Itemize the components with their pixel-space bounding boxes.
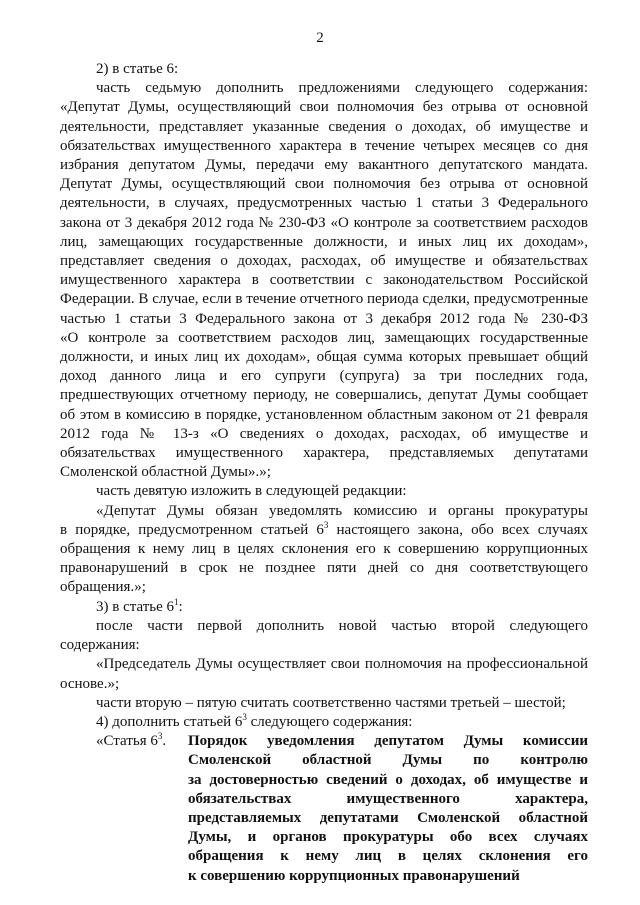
text-line: обязательствах имущественного характера, представляемых депутатами	[60, 445, 588, 462]
article-title-line: к совершению коррупционных правонарушений	[188, 867, 520, 884]
article-heading	[60, 732, 588, 886]
article-title-line: Думы, и органов прокуратуры обо всех случаях	[188, 829, 588, 846]
text-line: основе.»;	[60, 675, 120, 692]
text-line: Смоленской областной Думы».»;	[60, 464, 271, 481]
text-line: лиц, замещающих государственные должности, и иных лиц их доходам»,	[60, 233, 588, 250]
text-line: обращения.»;	[60, 579, 146, 596]
text-line: части вторую – пятую считать соответственно частями третьей – шестой;	[96, 694, 566, 711]
text-line: «Председатель Думы осуществляет свои полномочия на профессиональной	[96, 656, 588, 673]
text-line: закона от 3 декабря 2012 года № 230-ФЗ «О контроле за соответствием расходов	[60, 214, 588, 231]
text-line: частью 1 статьи 3 Федерального закона от 3 декабря 2012 года № 230-ФЗ	[60, 310, 588, 327]
text-line: содержания:	[60, 637, 140, 654]
text-line: деятельности, в случаях, предусмотренных частью 1 статьи 3 Федерального	[60, 195, 588, 212]
text-line: 3) в статье $6^1$:	[96, 596, 183, 615]
paragraph-block	[60, 60, 588, 732]
text-line: Депутат Думы, осуществляющий свои полномочия без отрыва от основной	[60, 176, 588, 193]
text-line: 2012 года № 13-з «О сведениях о доходах, расходах, об имуществе и	[60, 425, 588, 442]
text-line: предшествующих отчетному периоду, не совершались, депутат Думы сообщает	[60, 387, 588, 404]
text-line: об этом в комиссию в порядке, установленном областным законом от 21 февраля	[60, 406, 588, 423]
text-line: «Депутат Думы, осуществляющий свои полномочия без отрыва от основной	[60, 99, 588, 116]
text-line: в порядке, предусмотренном статьей $6^3$ настоящего закона, обо всех случаях	[60, 519, 588, 538]
text-line: часть седьмую дополнить предложениями следующего содержания:	[96, 80, 588, 97]
text-line: после части первой дополнить новой частью второй следующего	[96, 617, 588, 634]
article-title-line: Смоленской областной Думы по контролю	[188, 752, 588, 769]
text-line: правонарушений в срок не позднее пяти дней со дня соответствующего	[60, 560, 588, 577]
text-line: доход данного лица и его супруги (супруга) за три последних года,	[60, 368, 588, 385]
text-line: «О контроле за соответствием расходов лиц, замещающих государственные	[60, 329, 588, 346]
article-title	[188, 732, 588, 886]
text-line: имущественного характера в соответствии с законодательством Российской	[60, 272, 588, 289]
text-line: представляет сведения о доходах, расходах, об имуществе и обязательствах	[60, 253, 588, 270]
text-line: 4) дополнить статьей $6^3$ следующего содержания:	[96, 711, 413, 730]
text-line: Федерации. В случае, если в течение отчетного периода сделки, предусмотренные	[60, 291, 588, 308]
text-line: 2) в статье 6:	[96, 61, 179, 77]
article-title-line: представляемых депутатами Смоленской областной	[188, 809, 588, 826]
text-line: деятельности, представляет указанные сведения о доходах, об имуществе и	[60, 118, 588, 135]
text-line: часть девятую изложить в следующей редакции:	[96, 483, 407, 500]
page-number: 2	[316, 30, 324, 46]
article-title-line: обязательствах имущественного характера,	[188, 790, 588, 807]
article-title-line: обращения к нему лиц в целях склонения его	[188, 848, 588, 865]
document-body	[60, 60, 588, 886]
article-label: «Статья $6^3$.	[96, 731, 167, 750]
article-title-line: Порядок уведомления депутатом Думы комиссии	[188, 733, 588, 750]
text-line: избрания депутатом Думы, передачи ему вакантного депутатского мандата.	[60, 157, 588, 174]
text-line: «Депутат Думы обязан уведомлять комиссию и органы прокуратуры	[96, 502, 588, 519]
text-line: обязательствах имущественного характера в течение четырех месяцев со дня	[60, 137, 588, 154]
article-title-line: за достоверностью сведений о доходах, об имуществе и	[188, 771, 588, 788]
text-line: должности, и иных лиц их доходам», общая сумма которых превышает общий	[60, 349, 588, 366]
text-line: обращения к нему лиц в целях склонения его к совершению коррупционных	[60, 541, 588, 558]
